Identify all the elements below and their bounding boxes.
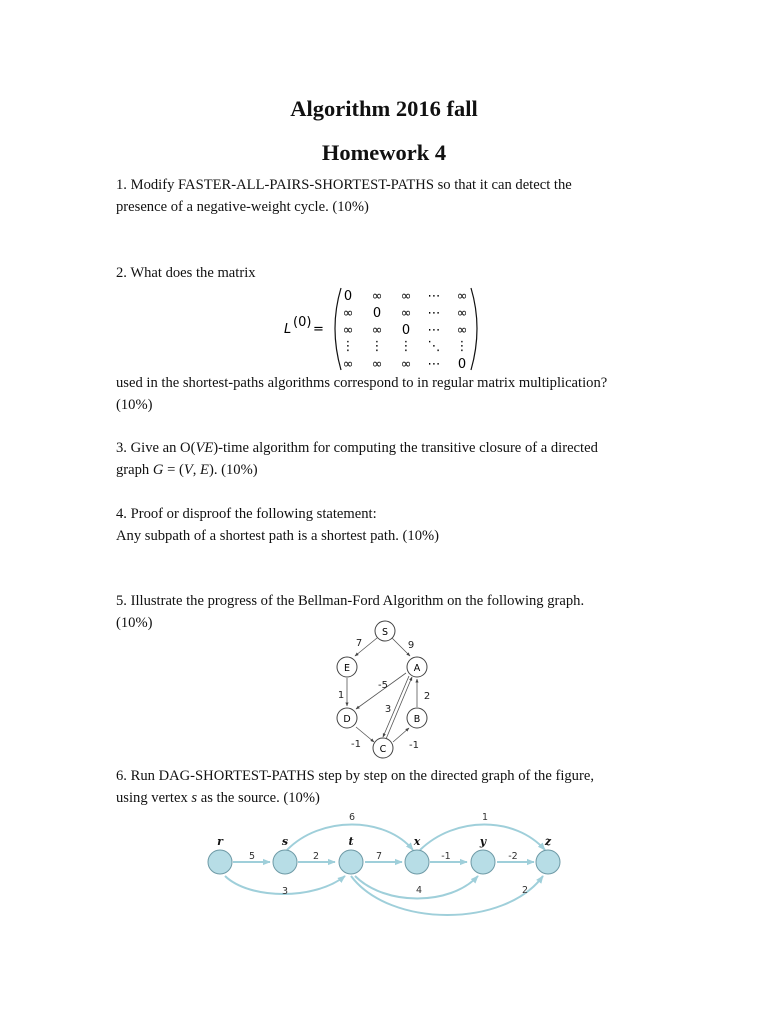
matrix-cell: ∞ [371, 289, 383, 304]
q3-ve: VE [195, 440, 214, 456]
weight-s-a: 9 [407, 640, 415, 651]
question-6-line-1: 6. Run DAG-SHORTEST-PATHS step by step on the directed graph of the figure, [116, 768, 594, 784]
matrix-cell: ⋯ [427, 289, 441, 304]
l0-matrix [280, 284, 490, 374]
bellman-ford-graph [320, 618, 450, 760]
edge-a-d [356, 673, 406, 709]
dag-node-s [273, 850, 297, 874]
matrix-cell: 0 [372, 306, 382, 321]
matrix-cell: ⋮ [455, 339, 469, 354]
matrix-cell: ∞ [456, 323, 468, 338]
dag-node-z [536, 850, 560, 874]
matrix-cell: 0 [343, 289, 353, 304]
edge-t-z [351, 876, 543, 915]
q3-v: V [183, 462, 193, 478]
matrix-left-paren [335, 288, 341, 370]
question-3-line-1 [116, 437, 656, 459]
homework-title: Homework 4 [321, 140, 447, 165]
question-3-line-2 [116, 459, 656, 481]
question-1 [116, 174, 656, 218]
question-4-line-1: 4. Proof or disproof the following statement: [116, 506, 377, 522]
dag-weight-r-s: 5 [248, 851, 256, 862]
matrix-cell: 0 [401, 323, 411, 338]
question-2-line-3: (10%) [116, 397, 153, 413]
matrix-cell: ∞ [456, 289, 468, 304]
q3-text: ). (10%) [208, 462, 258, 478]
dag-weight-s-x: 6 [348, 812, 356, 823]
matrix-cell: ⋮ [399, 339, 413, 354]
matrix-cell: ∞ [400, 289, 412, 304]
matrix-label: L [284, 322, 292, 337]
question-5-line-2: (10%) [116, 615, 153, 631]
matrix-cell: ∞ [342, 323, 354, 338]
q3-e: E [200, 462, 209, 478]
matrix-cell: ∞ [371, 323, 383, 338]
dag-weight-x-z: 1 [481, 812, 489, 823]
q3-text: graph [116, 462, 153, 478]
node-label-d: D [343, 714, 351, 725]
matrix-superscript: (0) [293, 315, 312, 330]
q6-text: as the source. (10%) [197, 790, 320, 806]
matrix-cell: ∞ [342, 306, 354, 321]
question-1-line-1: 1. Modify FASTER-ALL-PAIRS-SHORTEST-PATHS so that it can detect the [116, 177, 572, 193]
matrix-right-paren [471, 288, 477, 370]
question-6-line-2 [116, 787, 676, 809]
dag-name-y: y [479, 835, 487, 848]
dag-name-x: x [413, 835, 421, 848]
question-3 [116, 437, 656, 481]
edge-c-b [393, 728, 409, 742]
matrix-cell: ⋯ [427, 306, 441, 321]
q6-source-vertex: s [191, 790, 198, 806]
matrix-cell: ⋯ [427, 323, 441, 338]
dag-node-x [405, 850, 429, 874]
node-label-c: C [379, 744, 387, 755]
dag-weight-t-y: 4 [415, 885, 423, 896]
matrix-cells [342, 289, 469, 372]
question-2-line-2: used in the shortest-paths algorithms correspond to in regular matrix multiplication? [116, 375, 608, 391]
question-1-line-2: presence of a negative-weight cycle. (10%) [116, 199, 369, 215]
dag-node-t [339, 850, 363, 874]
matrix-cell: ⋱ [427, 339, 441, 354]
question-4 [116, 503, 656, 547]
dag-weight-r-t: 3 [281, 886, 289, 897]
weight-e-d: 1 [337, 690, 345, 701]
weight-s-e: 7 [355, 638, 363, 649]
matrix-cell: ∞ [342, 357, 354, 372]
dag-weight-t-x: 7 [375, 851, 383, 862]
question-4-line-2: Any subpath of a shortest path is a shortest path. (10%) [116, 528, 440, 544]
dag-weight-s-t: 2 [312, 851, 320, 862]
question-2-body [116, 372, 676, 416]
dag-name-s: s [281, 835, 289, 848]
matrix-cell: ∞ [456, 306, 468, 321]
q3-text: )-time algorithm for computing the transitive closure of a directed [213, 440, 598, 456]
dag-name-r: r [217, 835, 223, 848]
q3-g: G [152, 462, 164, 478]
matrix-cell: ∞ [400, 357, 412, 372]
matrix-cell: 0 [457, 357, 467, 372]
weight-c-b: -1 [409, 740, 419, 751]
q6-text: using vertex [116, 790, 192, 806]
question-5-line-1: 5. Illustrate the progress of the Bellman-Ford Algorithm on the following graph. [116, 593, 585, 609]
dag-weight-y-z: -2 [508, 851, 518, 862]
dag-node-names [217, 835, 552, 848]
dag-graph [195, 810, 575, 922]
matrix-cell: ⋮ [370, 339, 384, 354]
question-2-intro: 2. What does the matrix [116, 265, 256, 281]
matrix-cell: ⋮ [341, 339, 355, 354]
dag-name-t: t [348, 835, 354, 848]
dag-node-y [471, 850, 495, 874]
weight-b-a: 2 [423, 691, 431, 702]
matrix-cell: ∞ [371, 357, 383, 372]
node-label-e: E [343, 663, 351, 674]
q3-text: , [192, 462, 201, 478]
question-6 [116, 765, 676, 809]
node-label-a: A [413, 663, 421, 674]
weight-d-c: -1 [351, 739, 361, 750]
q3-text: = ( [163, 462, 184, 478]
matrix-cell: ∞ [400, 306, 412, 321]
matrix-cell: ⋯ [427, 357, 441, 372]
matrix-equals: = [313, 322, 324, 337]
dag-weight-x-y: -1 [441, 851, 451, 862]
node-label-s: S [381, 627, 389, 638]
weight-c-a: 3 [384, 704, 392, 715]
dag-name-z: z [544, 835, 552, 848]
dag-node-r [208, 850, 232, 874]
node-label-b: B [413, 714, 421, 725]
dag-edges [225, 825, 545, 916]
dag-weight-t-z: 2 [521, 885, 529, 896]
document-title: Algorithm 2016 fall [290, 96, 478, 121]
weight-a-d: -5 [378, 680, 388, 691]
q3-text: 3. Give an O( [116, 440, 196, 456]
